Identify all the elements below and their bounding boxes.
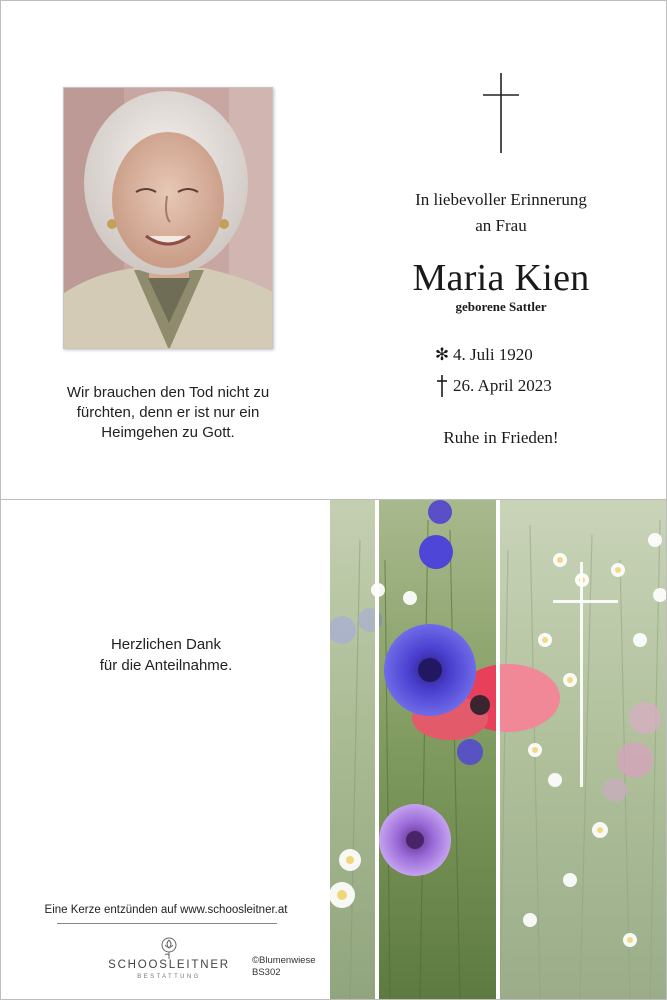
thanks-line-1: Herzlichen Dank — [110, 636, 222, 653]
cross-icon — [483, 73, 519, 153]
memory-line-2: an Frau — [475, 216, 527, 235]
maiden-name: geborene Sattler — [455, 299, 547, 314]
memory-line-1: In liebevoller Erinnerung — [415, 190, 587, 209]
logo-subtitle: BESTATTUNG — [137, 974, 201, 980]
parte-back-card — [0, 499, 667, 1000]
candle-link-text[interactable]: Eine Kerze entzünden auf www.schoosleitner.at — [44, 904, 288, 916]
birth-row — [431, 343, 533, 367]
birth-date: 4. Juli 1920 — [453, 345, 533, 364]
divider — [57, 923, 277, 924]
farewell-text: Ruhe in Frieden! — [443, 428, 559, 447]
quote — [41, 383, 295, 443]
image-credit — [252, 955, 330, 979]
quote-line: fürchten, denn er ist nur ein — [76, 404, 260, 421]
meadow-flowers-image — [330, 500, 667, 1000]
credit-line-2: BS302 — [252, 967, 281, 978]
logo-name: SCHOOSLEITNER — [108, 959, 230, 971]
dagger-cross-icon — [431, 375, 453, 397]
death-date: 26. April 2023 — [453, 376, 552, 395]
star-icon: ✻ — [434, 345, 450, 364]
thanks-line-2: für die Anteilnahme. — [99, 657, 233, 674]
quote-line: Wir brauchen den Tod nicht zu — [66, 384, 270, 401]
portrait-photo — [63, 87, 273, 349]
deceased-name: Maria Kien — [412, 257, 590, 299]
rose-logo-icon — [157, 936, 181, 960]
credit-line-1: ©Blumenwiese — [252, 955, 316, 966]
death-row — [431, 374, 552, 398]
quote-line: Heimgehen zu Gott. — [101, 424, 235, 441]
